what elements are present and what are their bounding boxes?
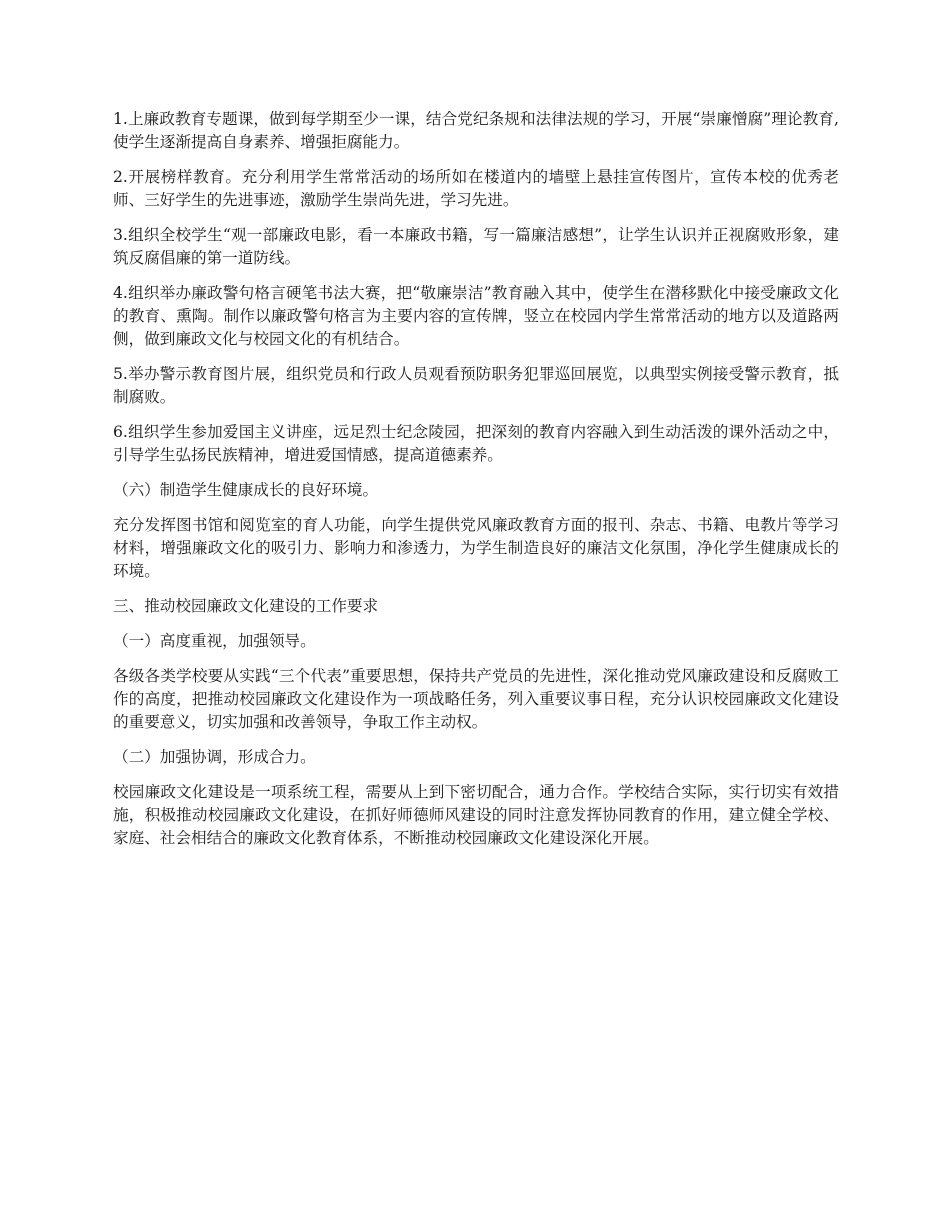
subheading-coordination: （二）加强协调，形成合力。 <box>113 748 316 766</box>
paragraph-library: 充分发挥图书馆和阅览室的育人功能，向学生提供党风廉政教育方面的报刊、杂志、书籍、电教片等学习材料，增强廉政文化的吸引力、影响力和渗透力，为学生制造良好的廉洁文化氛围，净化学生健康成长的环境。 <box>113 516 839 580</box>
paragraph-leadership: 各级各类学校要从实践“三个代表”重要思想，保持共产党员的先进性，深化推动党风廉政建设和反腐败工作的高度，把推动校园廉政文化建设作为一项战略任务，列入重要议事日程，充分认识校园廉政文化建设的重要意义，切实加强和改善领导，争取工作主动权。 <box>113 667 839 731</box>
paragraph-item-3: 3.组织全校学生“观一部廉政电影，看一本廉政书籍，写一篇廉洁感想”，让学生认识并正视腐败形象，建筑反腐倡廉的第一道防线。 <box>113 226 839 267</box>
paragraph-item-2: 2.开展榜样教育。充分利用学生常常活动的场所如在楼道内的墙壁上悬挂宣传图片，宣传本校的优秀老师、三好学生的先进事迹，激励学生崇尚先进，学习先进。 <box>113 168 839 209</box>
paragraph-item-4: 4.组织举办廉政警句格言硬笔书法大赛，把“敬廉崇洁”教育融入其中，使学生在潜移默化中接受廉政文化的教育、熏陶。制作以廉政警句格言为主要内容的宣传牌，竖立在校园内学生常常活动的地方以及道路两侧，做到廉政文化与校园文化的有机结合。 <box>113 284 839 348</box>
document-body <box>113 108 839 862</box>
section-heading-requirements: 三、推动校园廉政文化建设的工作要求 <box>113 597 379 615</box>
subheading-leadership: （一）高度重视，加强领导。 <box>113 632 316 650</box>
paragraph-item-5: 5.举办警示教育图片展，组织党员和行政人员观看预防职务犯罪巡回展览，以典型实例接受警示教育，抵制腐败。 <box>113 365 839 406</box>
section-heading-environment: （六）制造学生健康成长的良好环境。 <box>113 481 379 499</box>
paragraph-item-1: 1.上廉政教育专题课，做到每学期至少一课，结合党纪条规和法律法规的学习，开展“崇廉憎腐”理论教育,使学生逐渐提高自身素养、增强拒腐能力。 <box>113 110 839 151</box>
paragraph-item-6: 6.组织学生参加爱国主义讲座，远足烈士纪念陵园，把深刻的教育内容融入到生动活泼的课外活动之中，引导学生弘扬民族精神，增进爱国情感，提高道德素养。 <box>113 423 839 464</box>
paragraph-coordination: 校园廉政文化建设是一项系统工程，需要从上到下密切配合，通力合作。学校结合实际，实行切实有效措施，积极推动校园廉政文化建设，在抓好师德师风建设的同时注意发挥协同教育的作用，建立健全学校、家庭、社会相结合的廉政文化教育体系，不断推动校园廉政文化建设深化开展。 <box>113 783 839 847</box>
